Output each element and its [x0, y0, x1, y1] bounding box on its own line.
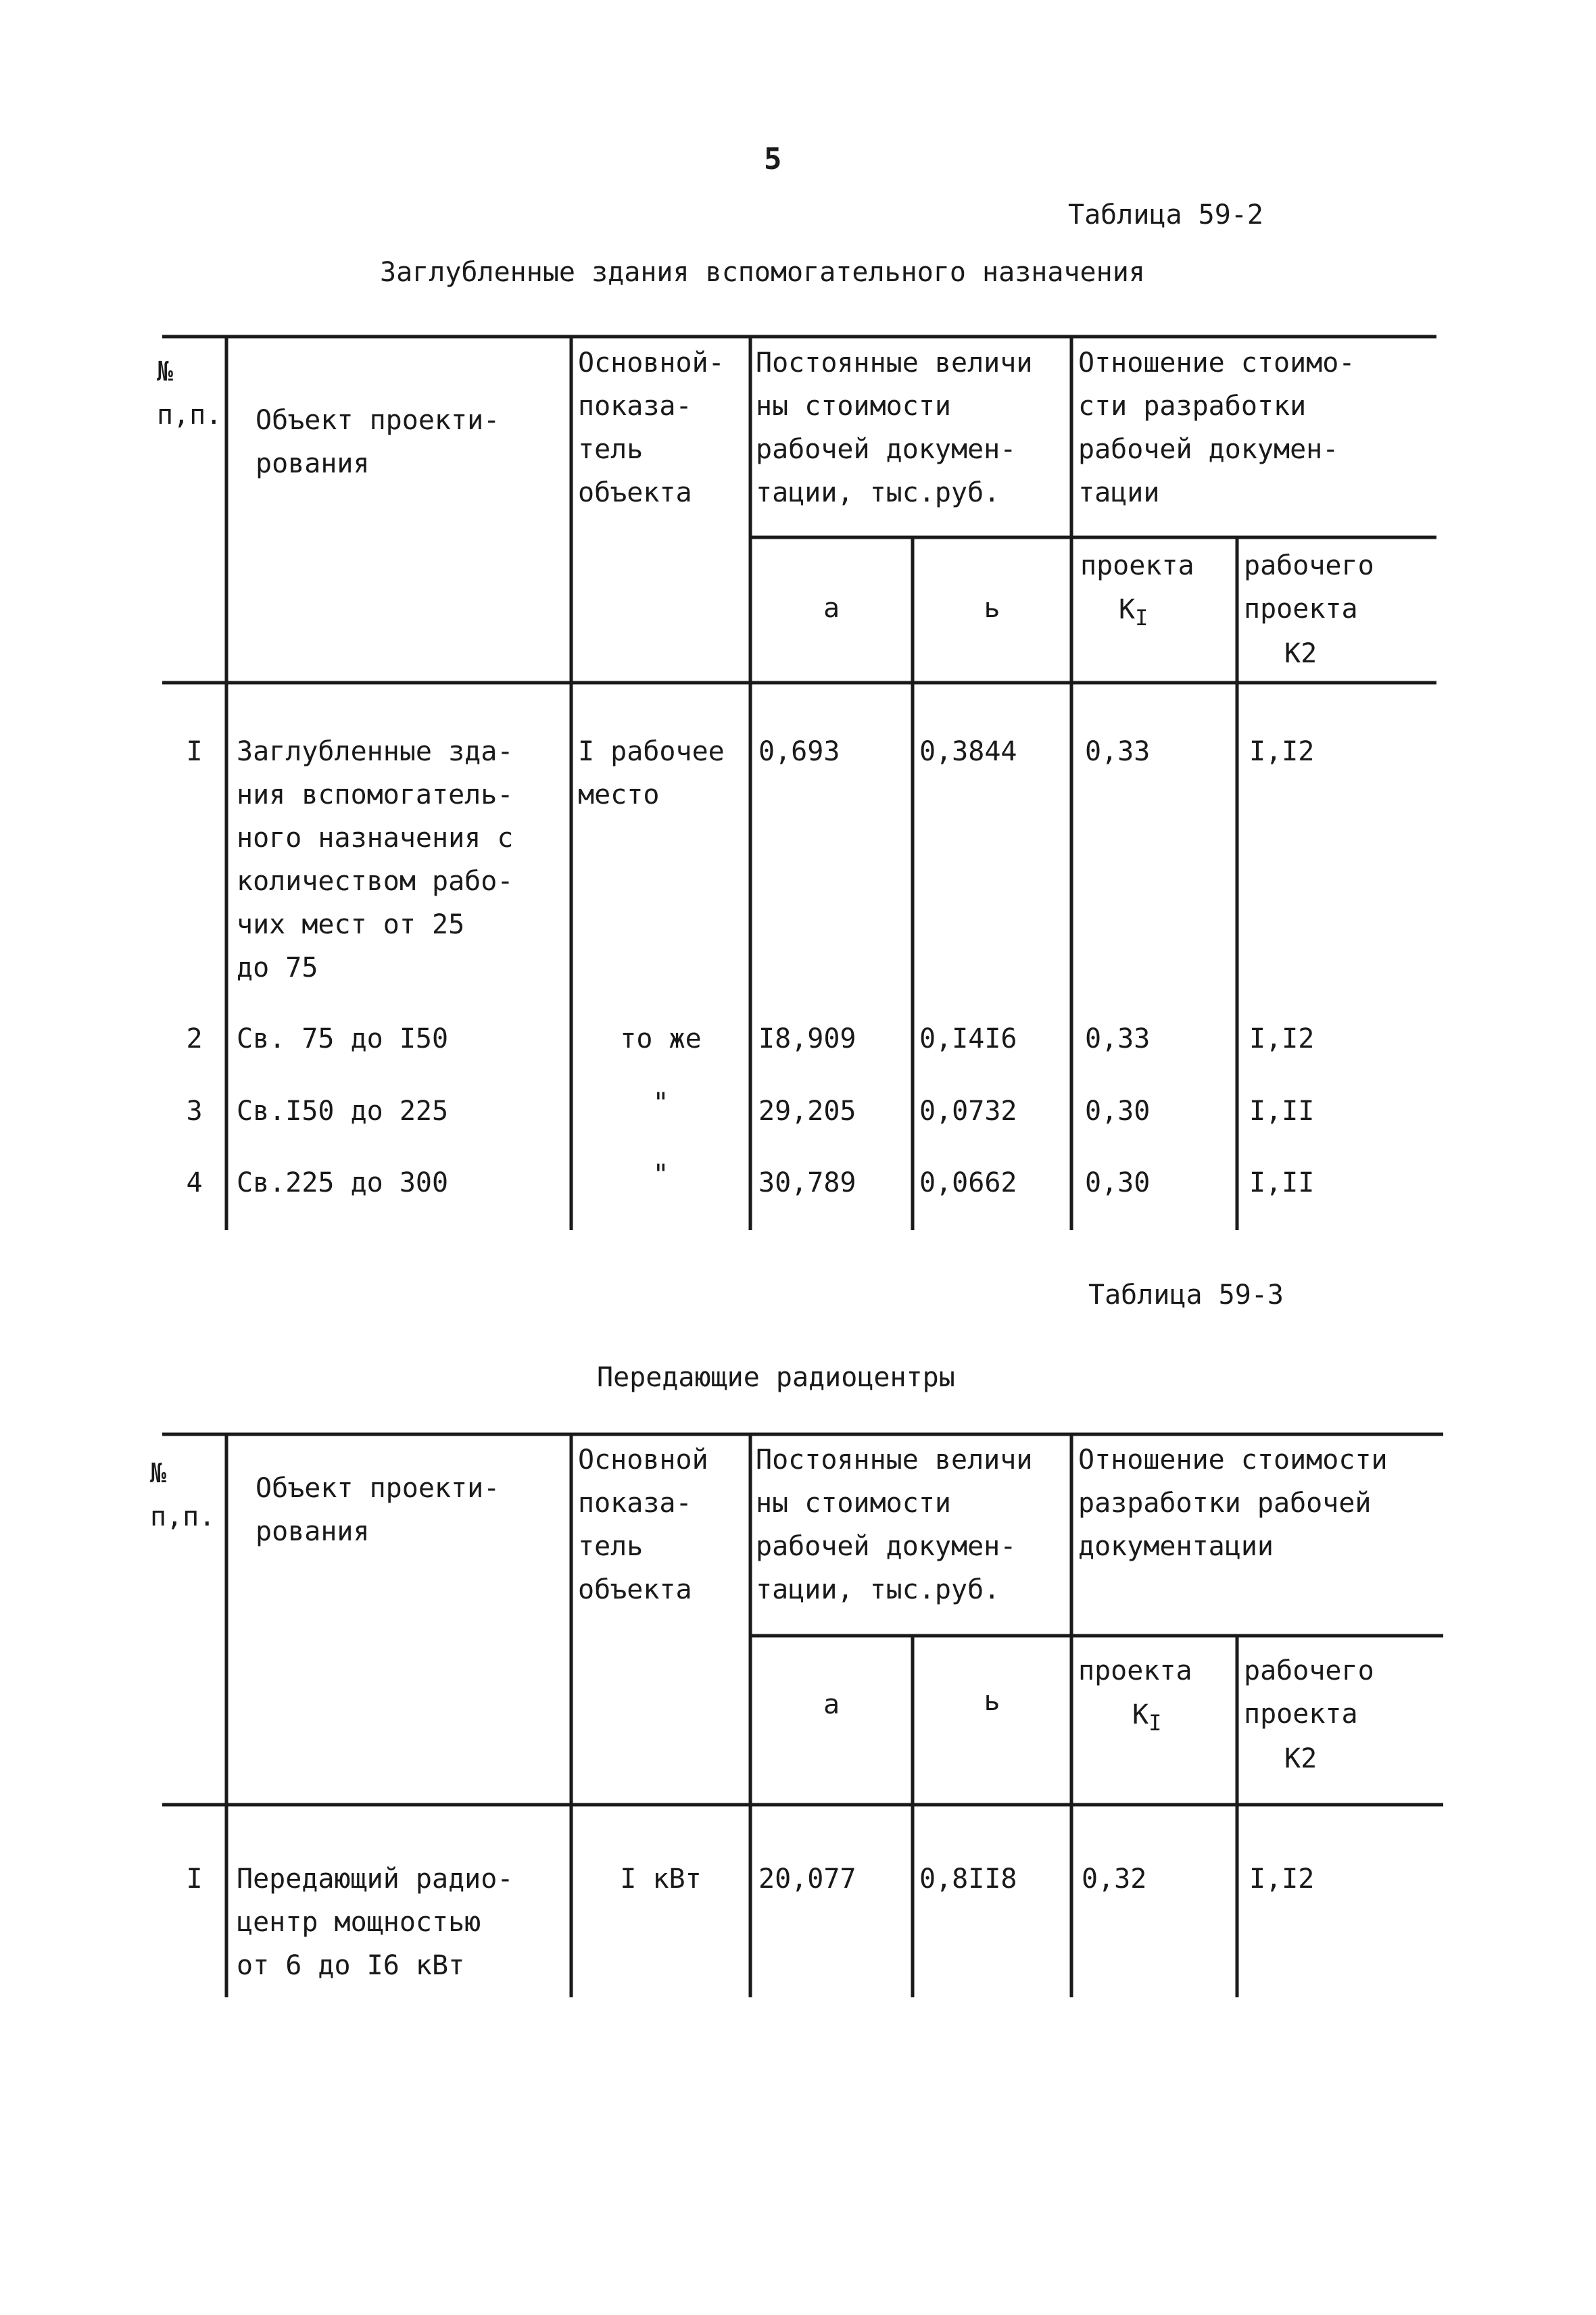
- table2-header-k1: [1132, 1693, 1161, 1745]
- table1-row4-b: 0,0662: [919, 1167, 1017, 1198]
- table1-header-k2: [1284, 632, 1317, 675]
- table1-row3-num: 3: [186, 1096, 203, 1127]
- table2-header-indicator: Основной показа- тель объекта: [578, 1444, 708, 1605]
- table1-row3-k1: 0,30: [1085, 1096, 1151, 1127]
- page-number: 5: [764, 142, 782, 176]
- table2-header-constants: Постоянные величи ны стоимости рабочей докумен- тации, тыс.руб.: [756, 1444, 1033, 1605]
- table1-row1-a: 0,693: [758, 736, 840, 767]
- table1-header-k2-label: рабочего проекта: [1244, 550, 1374, 625]
- table1-row1-num: I: [186, 736, 203, 767]
- table1-row1-indicator: I рабочее место: [578, 736, 725, 810]
- table1-row2-b: 0,I4I6: [919, 1023, 1017, 1054]
- table1-row1-object: Заглубленные зда- ния вспомогатель- ного назначения с количеством рабо- чих мест от 25 до 75: [237, 736, 514, 983]
- table1-header-object: Объект проекти- рования: [256, 405, 500, 479]
- table2-row1-a: 20,077: [758, 1863, 856, 1895]
- table2-row1-k2: I,I2: [1249, 1863, 1315, 1895]
- table1-row2-num: 2: [186, 1023, 203, 1054]
- table1-header-k1: [1119, 588, 1148, 639]
- table1-row4-k1: 0,30: [1085, 1167, 1151, 1198]
- table2-row1-num: I: [186, 1863, 203, 1895]
- table1-header-ratio: Отношение стоимо- сти разработки рабочей докумен- тации: [1078, 347, 1355, 508]
- table2-header-ratio: Отношение стоимости разработки рабочей документации: [1078, 1444, 1388, 1562]
- table2-header-object: Объект проекти- рования: [256, 1473, 500, 1547]
- k2-symbol: К: [1284, 1743, 1301, 1774]
- table1-header-indicator: Основной- показа- тель объекта: [578, 347, 725, 508]
- table1-header-k1-label: проекта: [1080, 550, 1194, 581]
- table1-row4-indicator: ": [652, 1159, 669, 1190]
- table2-row1-b: 0,8II8: [919, 1863, 1017, 1895]
- table2-row1-indicator: I кВт: [620, 1863, 702, 1895]
- table2-row1-object: Передающий радио- центр мощностью от 6 до I6 кВт: [237, 1863, 514, 1981]
- table1-row1-k2: I,I2: [1249, 736, 1315, 767]
- table1-row1-k1: 0,33: [1085, 736, 1151, 767]
- table1-row3-a: 29,205: [758, 1096, 856, 1127]
- table1-row2-k2: I,I2: [1249, 1023, 1315, 1054]
- k1-subscript: I: [1148, 1710, 1162, 1736]
- table1-row3-b: 0,0732: [919, 1096, 1017, 1127]
- table1-title: Заглубленные здания вспомогательного назначения: [380, 257, 1145, 288]
- table2-header-num: № п,п.: [150, 1458, 216, 1532]
- table1-row2-a: I8,909: [758, 1023, 856, 1054]
- table2-header-k2-label: рабочего проекта: [1244, 1655, 1374, 1730]
- table2-header-a: а: [823, 1689, 840, 1720]
- table2-header-b: ь: [984, 1686, 1000, 1717]
- table2-header-k1-label: проекта: [1078, 1655, 1192, 1686]
- table1-header-b: ь: [984, 593, 1000, 624]
- table2-row1-k1: 0,32: [1082, 1863, 1147, 1895]
- k1-symbol: К: [1132, 1699, 1149, 1730]
- k1-symbol: К: [1119, 594, 1136, 625]
- table1-label: Таблица 59-2: [1068, 199, 1263, 230]
- table1-header-constants: Постоянные величи ны стоимости рабочей докумен- тации, тыс.руб.: [756, 347, 1033, 508]
- k2-symbol: К: [1284, 638, 1301, 669]
- table1-row2-indicator: то же: [620, 1023, 702, 1054]
- table2-label: Таблица 59-3: [1088, 1280, 1284, 1311]
- k2-subscript: 2: [1301, 638, 1317, 669]
- table1-row4-a: 30,789: [758, 1167, 856, 1198]
- table2-header-k2: [1284, 1737, 1317, 1780]
- table1-header-a: а: [823, 593, 840, 624]
- table1-header-num: № п,п.: [157, 356, 222, 431]
- table1-row2-object: Св. 75 до I50: [237, 1023, 449, 1054]
- table1-row1-b: 0,3844: [919, 736, 1017, 767]
- table1-row2-k1: 0,33: [1085, 1023, 1151, 1054]
- k1-subscript: I: [1135, 605, 1148, 631]
- table1-row3-k2: I,II: [1249, 1096, 1315, 1127]
- table1-row3-object: Св.I50 до 225: [237, 1096, 449, 1127]
- table1-row4-num: 4: [186, 1167, 203, 1198]
- table2-title: Передающие радиоцентры: [597, 1362, 955, 1393]
- k2-subscript: 2: [1301, 1743, 1317, 1774]
- table1-row4-object: Св.225 до 300: [237, 1167, 449, 1198]
- table1-row4-k2: I,II: [1249, 1167, 1315, 1198]
- table1-row3-indicator: ": [652, 1088, 669, 1119]
